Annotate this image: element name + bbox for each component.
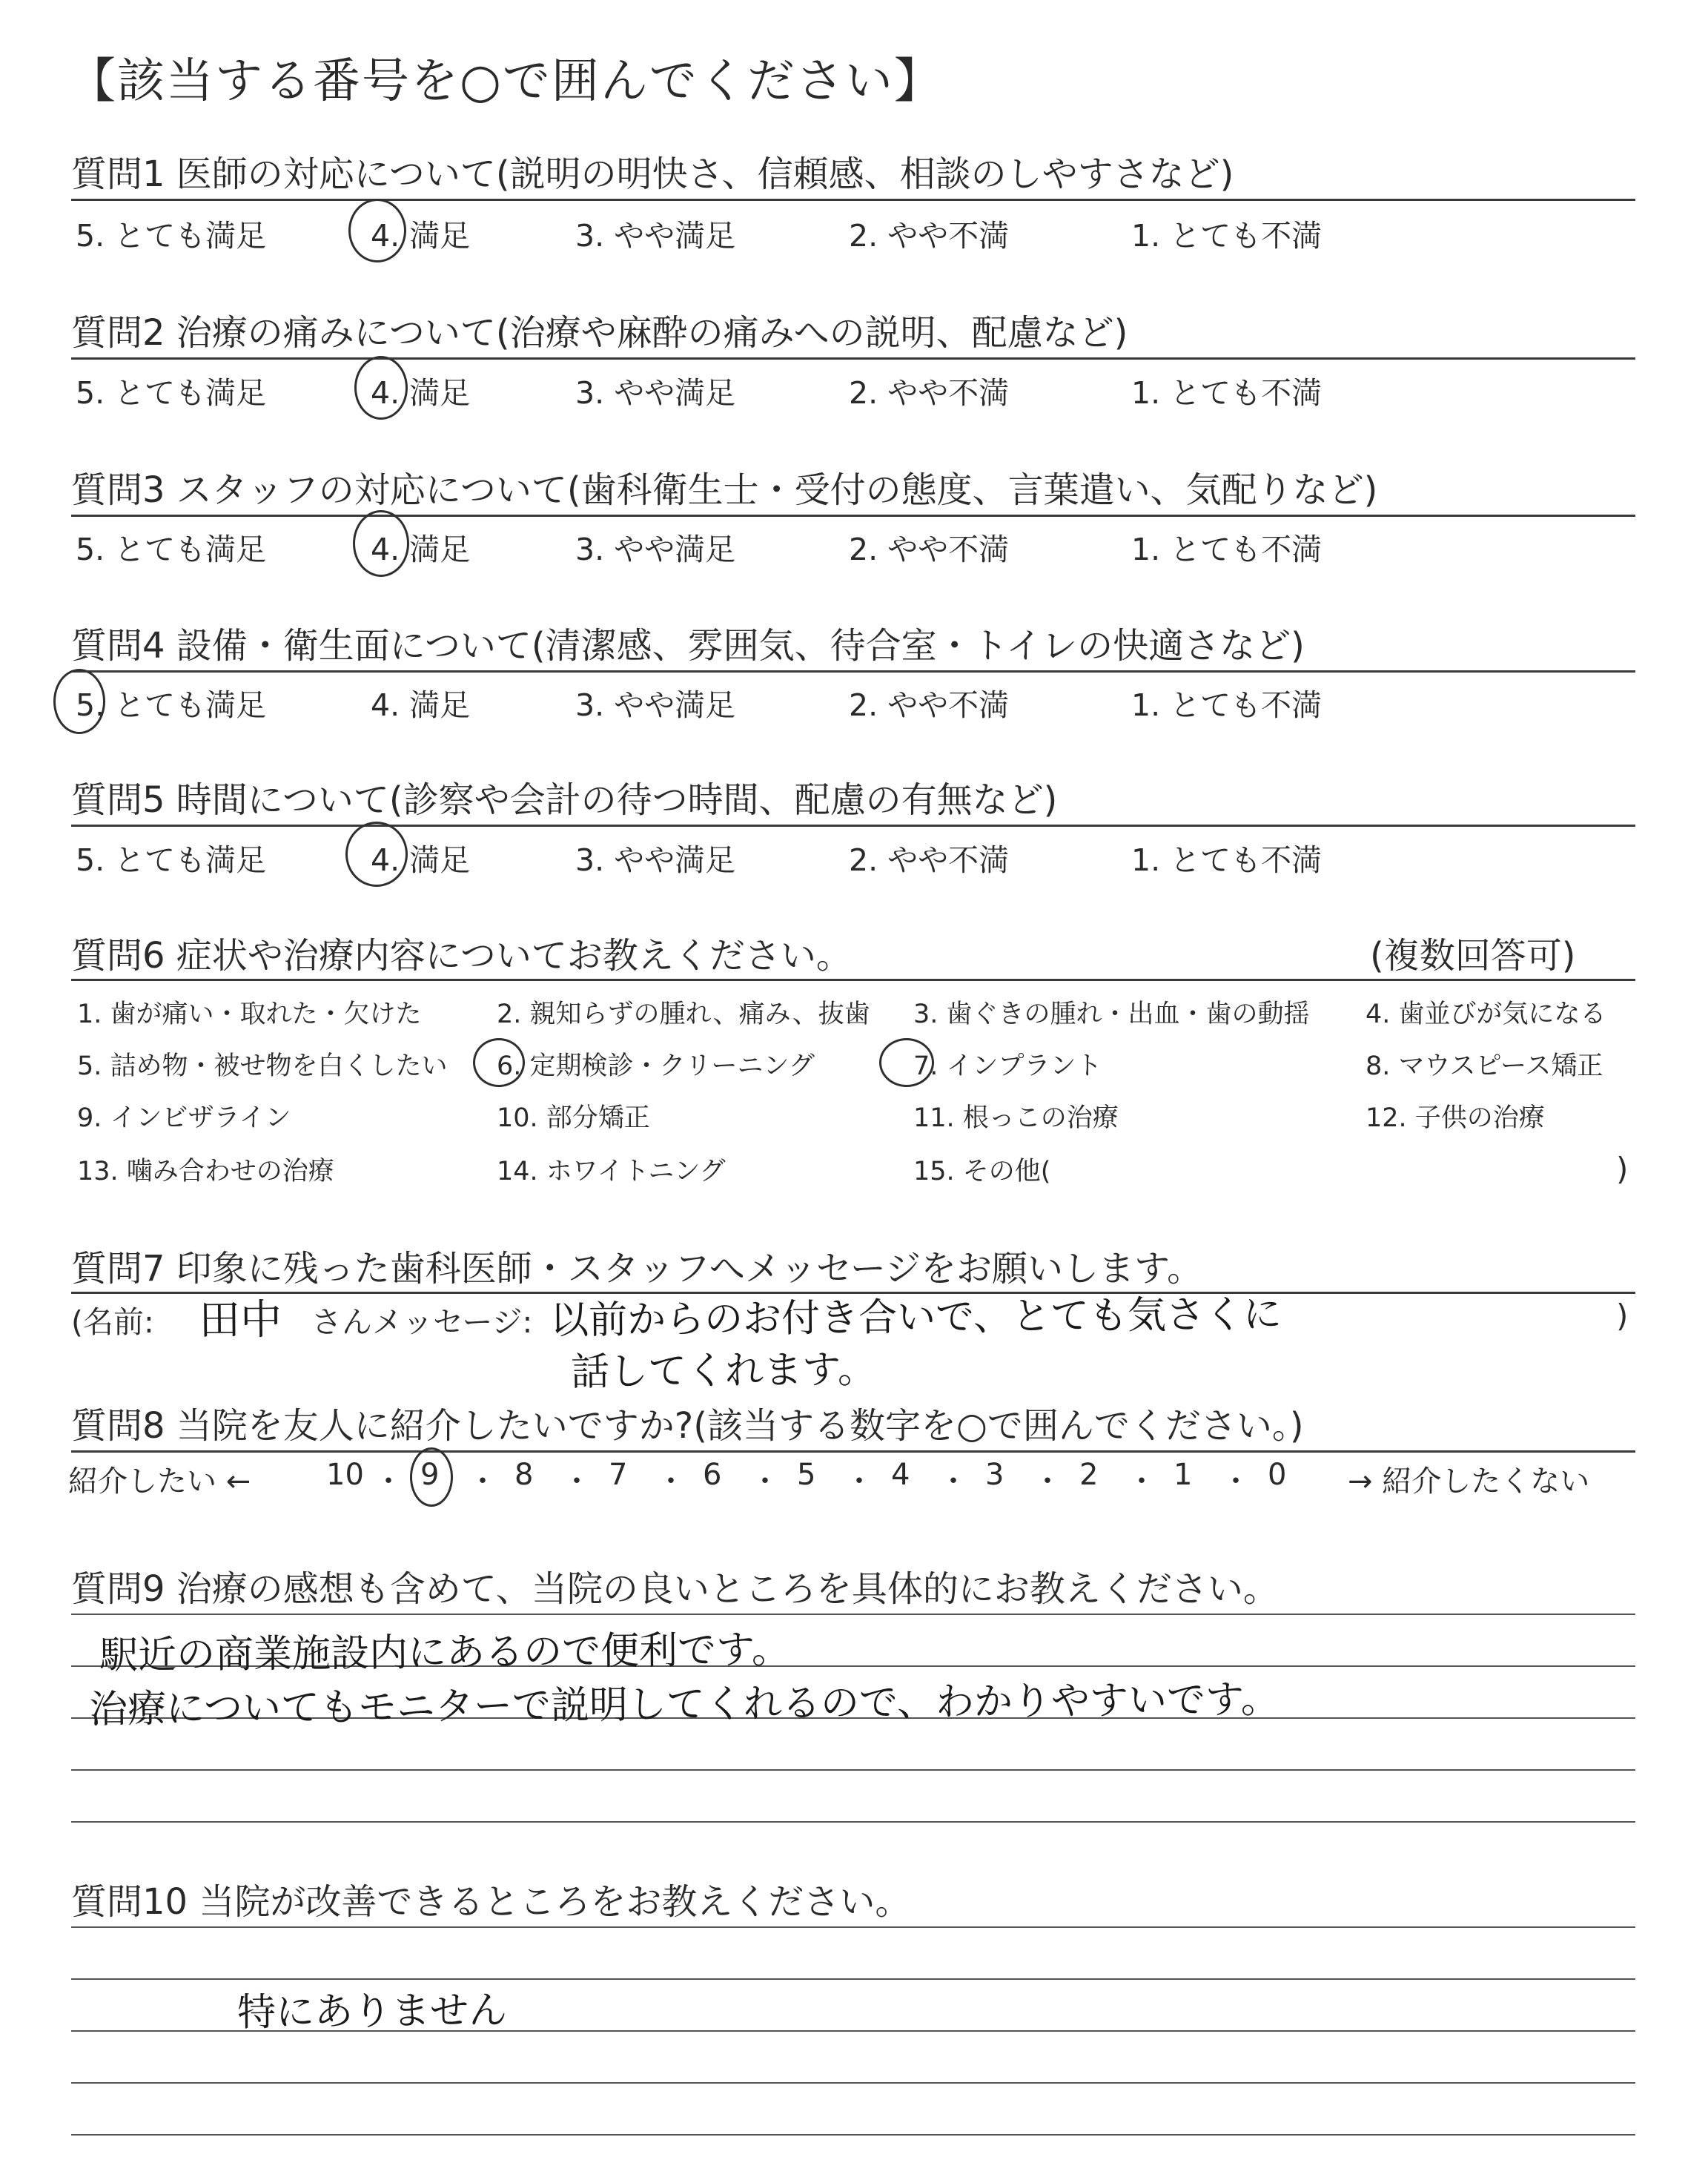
- q8-separator: ・: [1127, 1464, 1156, 1499]
- q3-rule: [71, 515, 1635, 517]
- q6-option-7[interactable]: 7. インプラント: [913, 1051, 1102, 1081]
- q7-name-label: (名前:: [71, 1304, 154, 1340]
- q5-option-4[interactable]: 4. 満足: [371, 842, 471, 878]
- q8-selection-circle: [410, 1447, 453, 1507]
- q8-scale-0[interactable]: 0: [1268, 1458, 1287, 1492]
- q10-line-1: [71, 1926, 1635, 1928]
- q8-separator: ・: [939, 1464, 968, 1499]
- q1-selection-circle: [348, 199, 406, 262]
- q8-scale-1[interactable]: 1: [1174, 1458, 1193, 1492]
- q6-option-15[interactable]: 15. その他(: [913, 1157, 1051, 1186]
- q2-option-1[interactable]: 1. とても不満: [1131, 375, 1323, 411]
- q4-option-1[interactable]: 1. とても不満: [1131, 687, 1323, 723]
- q3-selection-circle: [353, 510, 409, 577]
- q6-option-2[interactable]: 2. 親知らずの腫れ、痛み、抜歯: [497, 1000, 870, 1029]
- q3-option-1[interactable]: 1. とても不満: [1131, 532, 1323, 567]
- q8-scale-9[interactable]: 9: [420, 1458, 440, 1492]
- q8-separator: ・: [374, 1464, 403, 1499]
- q10-line-2: [71, 1978, 1635, 1980]
- q5-option-1[interactable]: 1. とても不満: [1131, 842, 1323, 878]
- q6-option-10[interactable]: 10. 部分矯正: [497, 1103, 650, 1133]
- q8-separator: ・: [844, 1464, 874, 1499]
- q8-scale-2[interactable]: 2: [1079, 1458, 1099, 1492]
- q6-option-9[interactable]: 9. インビザライン: [77, 1103, 291, 1133]
- q7-title: 質問7 印象に残った歯科医師・スタッフへメッセージをお願いします。: [71, 1248, 1203, 1289]
- q4-option-4[interactable]: 4. 満足: [371, 687, 471, 723]
- q8-separator: ・: [656, 1464, 686, 1499]
- q8-title: 質問8 当院を友人に紹介したいですか?(該当する数字を○で囲んでください。): [71, 1405, 1304, 1447]
- q2-title: 質問2 治療の痛みについて(治療や麻酔の痛みへの説明、配慮など): [71, 312, 1128, 354]
- q2-option-5[interactable]: 5. とても満足: [76, 375, 267, 411]
- q6-title: 質問6 症状や治療内容についてお教えください。: [71, 935, 852, 977]
- q4-option-3[interactable]: 3. やや満足: [575, 687, 736, 723]
- q10-title: 質問10 当院が改善できるところをお教えください。: [71, 1881, 911, 1923]
- q3-option-5[interactable]: 5. とても満足: [76, 532, 267, 567]
- q1-rule: [71, 199, 1635, 201]
- q2-option-3[interactable]: 3. やや満足: [575, 375, 736, 411]
- q1-option-1[interactable]: 1. とても不満: [1131, 218, 1323, 254]
- q6-option-4[interactable]: 4. 歯並びが気になる: [1366, 1000, 1606, 1029]
- q7-message-line1[interactable]: 以前からのお付き合いで、とても気さくに: [549, 1292, 1282, 1344]
- q8-rule: [71, 1450, 1635, 1453]
- survey-heading: 【該当する番号を○で囲んでください】: [68, 54, 943, 109]
- q8-scale-3[interactable]: 3: [985, 1458, 1004, 1492]
- q2-option-4[interactable]: 4. 満足: [371, 375, 471, 411]
- q6-option-3[interactable]: 3. 歯ぐきの腫れ・出血・歯の動揺: [913, 1000, 1310, 1029]
- q1-option-4[interactable]: 4. 満足: [371, 218, 471, 254]
- q6-option-13[interactable]: 13. 噛み合わせの治療: [77, 1157, 334, 1186]
- q6-option-12[interactable]: 12. 子供の治療: [1366, 1103, 1545, 1133]
- q6-rule: [71, 979, 1635, 981]
- q8-scale-8[interactable]: 8: [514, 1458, 534, 1492]
- q9-answer-line1[interactable]: 駅近の商業施設内にあるので便利です。: [99, 1627, 791, 1679]
- q7-name-handwriting[interactable]: 田中: [198, 1295, 282, 1345]
- q1-option-5[interactable]: 5. とても満足: [76, 218, 267, 254]
- q7-message-line2[interactable]: 話してくれます。: [570, 1347, 877, 1395]
- q6-option-11[interactable]: 11. 根っこの治療: [913, 1103, 1119, 1133]
- q3-option-3[interactable]: 3. やや満足: [575, 532, 736, 567]
- q10-answer[interactable]: 特にありません: [236, 1988, 508, 2035]
- q9-title: 質問9 治療の感想も含めて、当院の良いところを具体的にお教えください。: [71, 1568, 1279, 1610]
- q9-line-5: [71, 1821, 1635, 1823]
- q2-option-2[interactable]: 2. やや不満: [849, 375, 1010, 411]
- q6-option-14[interactable]: 14. ホワイトニング: [497, 1157, 726, 1186]
- q4-selection-circle: [53, 669, 105, 734]
- q4-option-2[interactable]: 2. やや不満: [849, 687, 1010, 723]
- q5-selection-circle: [345, 822, 408, 887]
- q7-close-paren: ): [1616, 1298, 1629, 1334]
- q9-line-4: [71, 1769, 1635, 1771]
- q8-scale-6[interactable]: 6: [703, 1458, 722, 1492]
- q6-selection-circle-6: [473, 1038, 525, 1087]
- q5-option-3[interactable]: 3. やや満足: [575, 842, 736, 878]
- q6-other-close-paren: ): [1616, 1151, 1629, 1187]
- q5-option-5[interactable]: 5. とても満足: [76, 842, 267, 878]
- q1-title: 質問1 医師の対応について(説明の明快さ、信頼感、相談のしやすさなど): [71, 153, 1234, 195]
- q5-option-2[interactable]: 2. やや不満: [849, 842, 1010, 878]
- q3-option-2[interactable]: 2. やや不満: [849, 532, 1010, 567]
- q4-rule: [71, 670, 1635, 673]
- q10-line-4: [71, 2082, 1635, 2084]
- q8-right-label: → 紹介したくない: [1348, 1464, 1590, 1499]
- q6-selection-circle-7: [879, 1038, 934, 1087]
- q8-separator: ・: [1221, 1464, 1251, 1499]
- q9-line-1: [71, 1614, 1635, 1615]
- q4-option-5[interactable]: 5. とても満足: [76, 687, 267, 723]
- q8-separator: ・: [750, 1464, 780, 1499]
- q6-option-6[interactable]: 6. 定期検診・クリーニング: [497, 1051, 815, 1081]
- q8-separator: ・: [1033, 1464, 1062, 1499]
- q2-rule: [71, 357, 1635, 360]
- q3-title: 質問3 スタッフの対応について(歯科衛生士・受付の態度、言葉遣い、気配りなど): [71, 469, 1378, 511]
- q5-title: 質問5 時間について(診察や会計の待つ時間、配慮の有無など): [71, 779, 1058, 821]
- q5-rule: [71, 825, 1635, 827]
- q3-option-4[interactable]: 4. 満足: [371, 532, 471, 567]
- q8-scale-7[interactable]: 7: [609, 1458, 628, 1492]
- q6-option-8[interactable]: 8. マウスピース矯正: [1366, 1051, 1603, 1081]
- q8-scale-4[interactable]: 4: [891, 1458, 910, 1492]
- q10-line-5: [71, 2134, 1635, 2136]
- q2-selection-circle: [354, 356, 408, 420]
- q1-option-2[interactable]: 2. やや不満: [849, 218, 1010, 254]
- q8-left-label: 紹介したい ←: [68, 1464, 251, 1499]
- q4-title: 質問4 設備・衛生面について(清潔感、雰囲気、待合室・トイレの快適さなど): [71, 625, 1305, 667]
- q8-separator: ・: [468, 1464, 497, 1499]
- q8-scale-10[interactable]: 10: [326, 1458, 364, 1492]
- q7-message-label: さんメッセージ:: [311, 1304, 533, 1340]
- q9-answer-line2[interactable]: 治療についてもモニターで説明してくれるので、わかりやすいです。: [88, 1677, 1280, 1733]
- q1-option-3[interactable]: 3. やや満足: [575, 218, 736, 254]
- q6-option-1[interactable]: 1. 歯が痛い・取れた・欠けた: [77, 1000, 422, 1029]
- q8-scale-5[interactable]: 5: [797, 1458, 816, 1492]
- q8-separator: ・: [562, 1464, 592, 1499]
- q6-option-5[interactable]: 5. 詰め物・被せ物を白くしたい: [77, 1051, 448, 1081]
- q6-note: (複数回答可): [1370, 935, 1576, 977]
